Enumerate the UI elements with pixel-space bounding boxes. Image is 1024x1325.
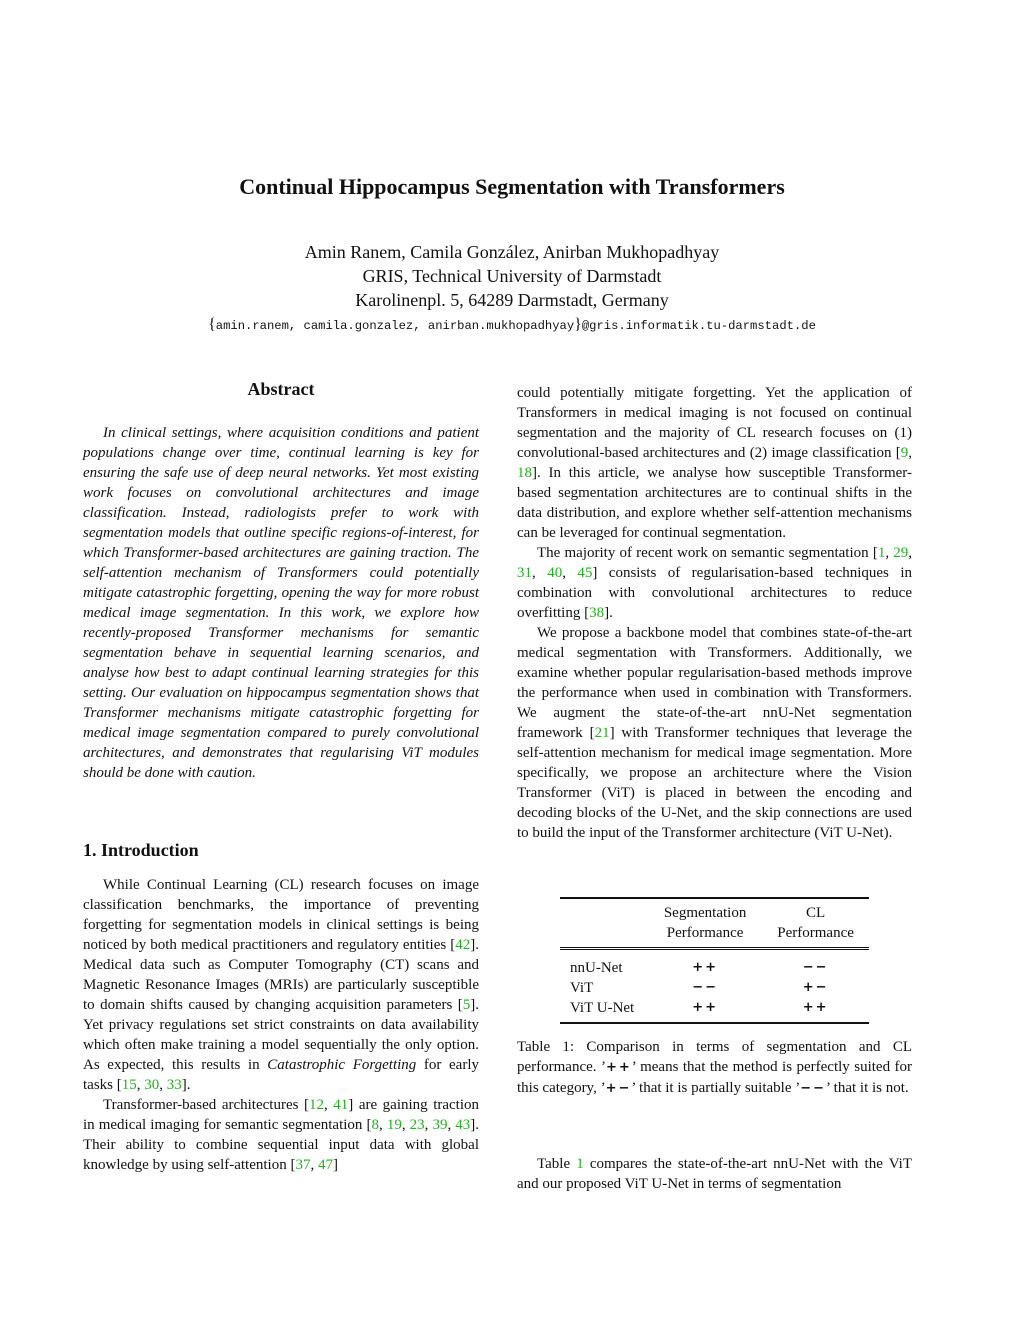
text-run: ]. In this article, we analyse how susceptible Transformer-based segmentation architectures are to continual shifts in the data distribution, and explore whether self-attention mechanisms can be leveraged for continual segmentation. — [517, 465, 912, 541]
citation-link[interactable]: 19 — [386, 1117, 402, 1133]
cl-rating: ++ — [802, 1000, 829, 1015]
table-row — [560, 998, 869, 1023]
right-column — [517, 383, 912, 843]
text-run: ]. — [604, 605, 613, 621]
citation-link[interactable]: 37 — [295, 1157, 311, 1173]
header-text: CL — [806, 905, 826, 921]
citation-link[interactable]: 40 — [547, 565, 563, 581]
abstract-text: In clinical settings, where acquisition conditions and patient populations change over time, continual learning is key for ensuring the safe use of deep neural networks. Yet most existing work focuses on convolutional architectures and image classification. Instead, radiologists prefer to work with segmentation models that outline specific regions-of-interest, for which Transformer-based architectures are gaining traction. The self-attention mechanism of Transformers could potentially mitigate catastrophic forgetting, opening the way for more robust medical image segmentation. In this work, we explore how recently-proposed Transformer mechanisms for semantic segmentation behave in sequential learning scenarios, and analyse how best to adapt continual learning strategies for this setting. Our evaluation on hippocampus segmentation shows that Transformer mechanisms mitigate catastrophic forgetting for medical image segmentation compared to purely convolutional architectures, and demonstrates that regularising ViT modules should be done with caution. — [83, 425, 479, 781]
table-row — [560, 949, 869, 979]
comparison-table — [560, 897, 869, 1024]
citation-link[interactable]: 18 — [517, 465, 532, 481]
address: Karolinenpl. 5, 64289 Darmstadt, Germany — [355, 290, 669, 310]
text-run: We propose a backbone model that combines state-of-the-art medical segmentation with Transformers. Additionally, we examine whether popular regularisation-based methods improve the performance when used in combination with Transformers. We augment the state-of-the-art nnU-Net segmentation framework [ — [517, 625, 912, 741]
citation-link[interactable]: 33 — [166, 1077, 182, 1093]
text-run: ’ means that the method is perfectly suited for this category, ’ — [517, 1059, 913, 1096]
right-paragraph-3 — [517, 623, 912, 843]
table-header-row — [560, 898, 869, 949]
paper-title: Continual Hippocampus Segmentation with Transformers — [239, 174, 785, 199]
text-run: could potentially mitigate forgetting. Yet the application of Transformers in medical imaging is not focused on continual segmentation and the majority of CL research focuses on (1) convolutional-based architectures and (2) image classification [ — [517, 385, 912, 461]
citation-link[interactable]: 38 — [589, 605, 605, 621]
text-run: Transformer-based architectures [ — [103, 1097, 309, 1113]
text-run: ] consists of regularisation-based techniques in combination with convolutional architectures to reduce overfitting [ — [517, 565, 912, 621]
intro-column — [83, 875, 479, 1175]
right-paragraph-2: The majority of recent work on semantic segmentation [1, 29, 31, 40, 45] consists of regularisation-based techniques in combination with convolutional architectures to reduce overfitting [38]. — [517, 545, 913, 621]
citation-link[interactable]: 9 — [900, 445, 909, 461]
text-run: ]. Medical data such as Computer Tomography (CT) scans and Magnetic Resonance Images (MRIs) are particularly susceptible to domain shifts caused by changing acquisition parameters [ — [83, 937, 479, 1013]
text-run: compares the state-of-the-art nnU-Net with the ViT and our proposed ViT U-Net in terms of segmentation — [517, 1156, 912, 1192]
cl-rating: −− — [802, 960, 829, 975]
seg-rating: ++ — [692, 1000, 718, 1015]
cl-rating: +− — [802, 980, 829, 995]
citation-link[interactable]: 47 — [317, 1157, 333, 1173]
citation-link[interactable]: 30 — [144, 1077, 160, 1093]
citation-link[interactable]: 41 — [333, 1097, 349, 1113]
text-run: The majority of recent work on semantic segmentation [ — [537, 545, 878, 561]
affiliation: GRIS, Technical University of Darmstadt — [362, 266, 662, 286]
seg-rating: ++ — [692, 960, 718, 975]
citation-link[interactable]: 45 — [577, 565, 593, 581]
caption-symbol: −− — [800, 1081, 827, 1096]
text-run: ]. Yet privacy regulations set strict constraints on data availability which often make training a model sequentially the only option. As expected, this results in — [83, 997, 479, 1073]
right-paragraph-4 — [517, 1154, 912, 1194]
citation-link[interactable]: 8 — [371, 1117, 379, 1133]
citation-link[interactable]: 23 — [409, 1117, 425, 1133]
email-open-brace: { — [208, 316, 216, 333]
text-run: ’ that it is partially suitable ’ — [631, 1080, 801, 1096]
caption-symbol: ++ — [605, 1060, 632, 1075]
citation-link[interactable]: 31 — [517, 565, 532, 581]
seg-rating: −− — [692, 980, 718, 995]
author-emails — [0, 316, 1024, 334]
text-run: ’ that it is not. — [826, 1080, 909, 1096]
email-domain: @gris.informatik.tu-darmstadt.de — [581, 319, 816, 333]
table-header-segmentation — [648, 898, 762, 949]
citation-link[interactable]: 21 — [594, 725, 610, 741]
citation-link[interactable]: 29 — [893, 545, 909, 561]
table-row — [560, 978, 869, 998]
citation-link[interactable]: 5 — [462, 997, 471, 1013]
citation-link[interactable]: 43 — [455, 1117, 471, 1133]
text-run: Table 1: Comparison in terms of segmentation and CL performance. ’ — [517, 1039, 912, 1075]
citation-link[interactable]: 15 — [121, 1077, 137, 1093]
right-column-continued — [517, 1154, 912, 1194]
table-caption — [517, 1037, 912, 1099]
table-header-cl — [762, 898, 869, 949]
table-ref-link[interactable]: 1 — [576, 1156, 584, 1172]
email-close-brace: } — [574, 316, 582, 333]
comparison-table-grid — [560, 897, 869, 1024]
text-run: ]. Their ability to combine sequential input data with global knowledge by using self-attention [ — [83, 1117, 480, 1173]
text-run: ] with Transformer techniques that leverage the self-attention mechanism for medical image segmentation. More specifically, we propose an architecture where the Vision Transformer (ViT) is placed in between the encoding and decoding blocks of the U-Net, and the skip connections are used to build the input of the Transformer architecture (ViT U-Net). — [517, 725, 913, 841]
text-run: While Continual Learning (CL) research focuses on image classification benchmarks, the importance of preventing forgetting for segmentation models in clinical settings is being noticed by both medical practitioners and regulatory entities [ — [83, 877, 479, 953]
intro-paragraph-2: Transformer-based architectures [12, 41] are gaining traction in medical imaging for semantic segmentation [8, 19, 23, 39, 43]. Their ability to combine sequential input data with global knowledge by using self-attention [37, 47] — [83, 1097, 480, 1173]
text-run: for early tasks [ — [83, 1057, 479, 1093]
row-label: nnU-Net — [570, 960, 623, 976]
text-run: ] — [332, 1157, 338, 1173]
caption-symbol: +− — [605, 1081, 632, 1096]
citation-link[interactable]: 12 — [308, 1097, 324, 1113]
header-text: Performance — [777, 925, 854, 941]
row-label: ViT U-Net — [570, 1000, 635, 1016]
citation-link[interactable]: 1 — [877, 545, 886, 561]
email-names: amin.ranem, camila.gonzalez, anirban.mukhopadhyay — [215, 319, 575, 333]
header-text: Segmentation — [663, 905, 747, 921]
section-heading-introduction: 1. Introduction — [83, 840, 199, 860]
intro-paragraph-1: While Continual Learning (CL) research focuses on image classification benchmarks, the importance of preventing forgetting for segmentation models in clinical settings is being noticed by both medical practitioners and regulatory entities [42]. Medical data such as Computer Tomography (CT) scans and Magnetic Resonance Images (MRIs) are particularly susceptible to domain shifts caused by changing acquisition parameters [5]. Yet privacy regulations set strict constraints on data availability which often make training a model sequentially the only option. As expected, this results in Catastrophic Forgetting for early tasks [15, 30, 33]. — [83, 877, 479, 1093]
citation-link[interactable]: 39 — [432, 1117, 448, 1133]
text-run: ] are gaining traction in medical imaging for semantic segmentation [ — [83, 1097, 480, 1133]
emphasis-term: Catastrophic Forgetting — [267, 1057, 417, 1073]
row-label: ViT — [570, 980, 594, 996]
text-run: ]. — [181, 1077, 191, 1093]
right-paragraph-1: could potentially mitigate forgetting. Yet the application of Transformers in medical imaging is not focused on continual segmentation and the majority of CL research focuses on (1) convolutional-based architectures and (2) image classification [9, 18]. In this article, we analyse how susceptible Transformer-based segmentation architectures are to continual shifts in the data distribution, and explore whether self-attention mechanisms can be leveraged for continual segmentation. — [517, 385, 912, 541]
abstract-heading: Abstract — [247, 379, 315, 399]
authors: Amin Ranem, Camila González, Anirban Mukhopadhyay — [304, 242, 720, 262]
header-text: Performance — [666, 925, 744, 941]
text-run: Table — [537, 1156, 577, 1172]
citation-link[interactable]: 42 — [455, 937, 471, 953]
table-header-empty — [560, 898, 648, 949]
